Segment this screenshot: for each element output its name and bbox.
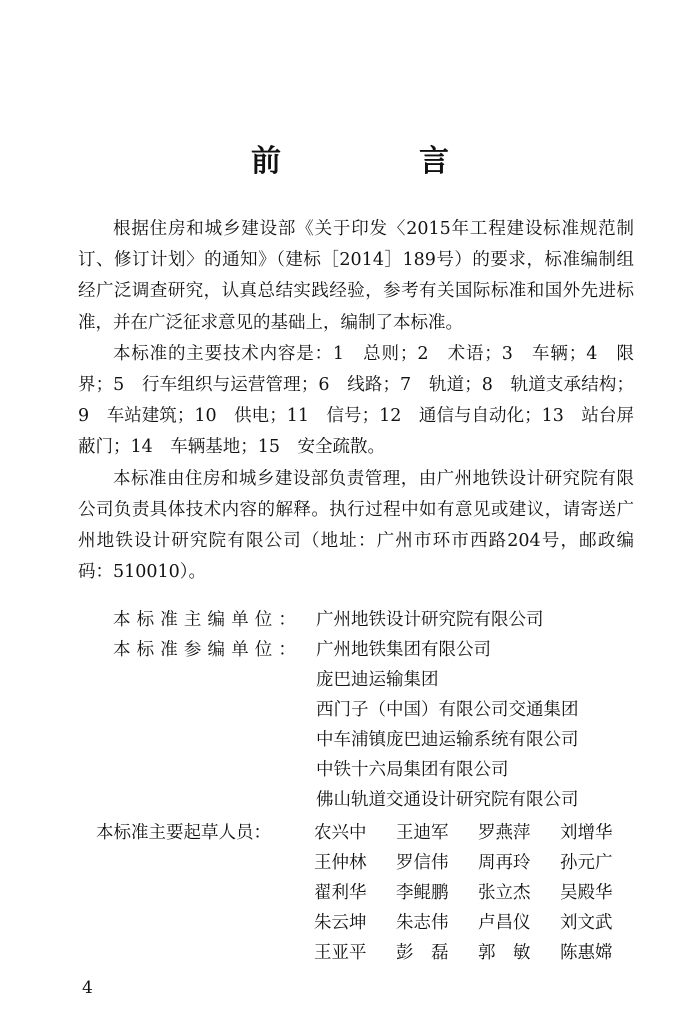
drafter-name: 农兴中 (314, 823, 367, 843)
participant-row (78, 785, 638, 815)
drafter-name: 彭 磊 (396, 943, 449, 963)
page-number: 4 (82, 978, 93, 998)
drafter-name: 翟利华 (314, 883, 367, 903)
drafter-name: 卢昌仪 (478, 913, 531, 933)
drafters-row (96, 908, 642, 938)
drafter-name: 李鲲鹏 (396, 883, 449, 903)
page-title: 前 言 (251, 144, 503, 179)
drafter-name: 王亚平 (314, 943, 367, 963)
participant-unit: 西门子（中国）有限公司交通集团 (316, 700, 579, 720)
participant-unit: 庞巴迪运输集团 (316, 670, 439, 690)
drafter-name: 刘增华 (560, 823, 613, 843)
participant-unit: 中车浦镇庞巴迪运输系统有限公司 (316, 730, 579, 750)
drafter-name: 郭 敏 (478, 943, 531, 963)
participant-row (78, 635, 638, 665)
drafters-row (96, 848, 642, 878)
chief-editor-value: 广州地铁设计研究院有限公司 (316, 610, 544, 630)
drafters-row (96, 878, 642, 908)
drafter-name: 陈惠嫦 (560, 943, 613, 963)
preface-body (78, 214, 634, 588)
participant-row (78, 665, 638, 695)
drafter-name: 罗信伟 (396, 853, 449, 873)
drafter-name: 张立杰 (478, 883, 531, 903)
drafters-list (96, 818, 642, 968)
participant-unit: 广州地铁集团有限公司 (316, 640, 491, 660)
drafter-name: 罗燕萍 (478, 823, 531, 843)
paragraph-3: 本标准由住房和城乡建设部负责管理，由广州地铁设计研究院有限公司负责具体技术内容的解释。执行过程中如有意见或建议，请寄送广州地铁设计研究院有限公司（地址：广州市环市西路204号，邮政编码：510010）。 (78, 468, 634, 583)
chief-editor-label: 本标准主编单位： (113, 610, 302, 630)
drafter-name: 吴殿华 (560, 883, 613, 903)
drafter-name: 王仲林 (314, 853, 367, 873)
chief-editor-row (78, 605, 638, 635)
organizations (78, 605, 638, 815)
participant-row (78, 695, 638, 725)
drafters-row (96, 938, 642, 968)
drafter-name: 朱云坤 (314, 913, 367, 933)
paragraph-1: 根据住房和城乡建设部《关于印发〈2015年工程建设标准规范制订、修订计划〉的通知》（建标［2014］189号）的要求，标准编制组经广泛调查研究，认真总结实践经验，参考有关国际标准和国外先进标准，并在广泛征求意见的基础上，编制了本标准。 (78, 219, 634, 333)
participants-label: 本标准参编单位： (113, 640, 302, 660)
drafters-row (96, 818, 642, 848)
drafter-name: 孙元广 (560, 853, 613, 873)
participant-row (78, 755, 638, 785)
paragraph-2: 本标准的主要技术内容是：1 总则；2 术语；3 车辆；4 限界；5 行车组织与运营管理；6 线路；7 轨道；8 轨道支承结构；9 车站建筑；10 供电；11 信号；12 通信与自动化；13 站台屏蔽门；14 车辆基地；15 安全疏散。 (78, 343, 634, 458)
drafter-name: 周再玲 (478, 853, 531, 873)
drafter-name: 朱志伟 (396, 913, 449, 933)
participant-unit: 中铁十六局集团有限公司 (316, 760, 509, 780)
drafter-name: 王迪军 (396, 823, 449, 843)
participant-row (78, 725, 638, 755)
participant-unit: 佛山轨道交通设计研究院有限公司 (316, 790, 579, 810)
drafter-name: 刘文武 (560, 913, 613, 933)
drafters-label: 本标准主要起草人员： (96, 823, 271, 843)
